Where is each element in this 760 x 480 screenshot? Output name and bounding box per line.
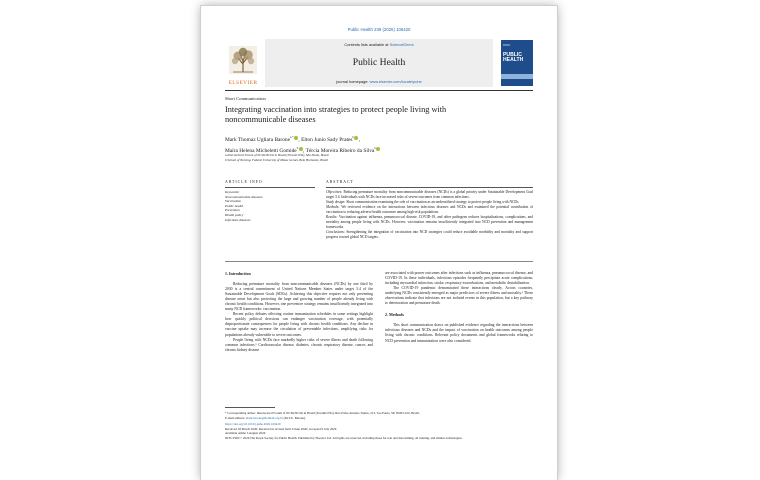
email-line — [225, 416, 533, 421]
elsevier-wordmark: ELSEVIER — [228, 80, 258, 86]
abstract-results — [326, 215, 533, 230]
article-info-rule — [225, 187, 315, 188]
body-paragraph: Reducing premature mortality from noncommunicable diseases (NCDs) by one third by 2030 is a central commitment of United Nations Member States under target 3.4 of the Sustainable Development Goals (SDGs). Achieving this objective requires not only preventing disease onset but also protecting the large and growing number of people already living with chronic health conditions. However, one preventive strategy remains insufficiently integrated into many NCD frameworks: vaccination. — [225, 282, 373, 312]
keywords-label: Keywords: — [225, 190, 240, 194]
author-line-1: Mark Thomaz Ugliara Barone$^{a,*}$ , Elton Junio Sady Prates$^b$ , — [225, 135, 361, 143]
author-affil-marker: a,* — [290, 135, 294, 139]
email-prefix: E-mail address: — [225, 415, 246, 420]
available-online: Available online 3 August 2026 — [225, 431, 266, 436]
author-name[interactable]: , Elton Junio Sady Prates — [298, 136, 353, 143]
author-name[interactable]: Mark Thomaz Ugliara Barone — [225, 136, 291, 143]
abstract-text: Reducing premature mortality from noncommunicable diseases (NCDs) is a global priority under Sustainable Development Goal target 3.4. Individuals with NCDs face increased risks of severe outcomes from common infections. — [326, 190, 533, 199]
author-affil-marker: b — [296, 146, 299, 151]
orcid-icon[interactable] — [296, 146, 303, 151]
journal-title: Public Health — [352, 57, 406, 68]
journal-reference[interactable]: Public Health 239 (2026) 106420 — [347, 27, 411, 32]
footnote-divider — [225, 407, 275, 408]
orcid-icon[interactable] — [354, 136, 358, 140]
keywords-box — [225, 190, 315, 222]
abstract-label: Conclusions: — [326, 229, 345, 234]
body-paragraph: Recent policy debates affecting routine immunization schedules in some settings highlight how quickly political decisions can endanger vaccination coverage, with potentially disproportionate consequences for people living with chronic health conditions. Any decline in vaccine uptake may increase the circulation of preventable infections, amplifying risks for populations already vulnerable to severe outcomes. — [225, 312, 373, 337]
article-page — [201, 6, 557, 480]
abstract-text: Vaccination against influenza, pneumococcal disease, COVID-19, and other pathogens reduces hospitalizations, complications, and mortality among people living with NCDs. However, vaccination remains insufficiently integrated into NCD prevention and management frameworks. — [326, 214, 533, 229]
header-divider — [225, 90, 533, 91]
cover-stripe — [501, 74, 533, 79]
abstract-text: We reviewed evidence on the interactions between infectious diseases and NCDs and examined the potential contribution of vaccination to reducing adverse health outcomes among high-risk populations. — [326, 204, 533, 214]
journal-header — [225, 39, 533, 87]
article-info-heading: ARTICLE INFO — [225, 180, 263, 184]
body-paragraph: This short communication draws on published evidence regarding the interactions between infectious diseases and NCDs and the impact of vaccination on health outcomes among people living with chronic conditions. Relevant policy documents and global frameworks relating to NCD prevention and immunization were also considered. — [385, 323, 533, 343]
copyright-notice: 0033-3506/© 2026 The Royal Society for Public Health. Published by Elsevier Ltd. All rights are reserved, including those for text and data mining, AI training, and similar technologies. — [225, 435, 463, 440]
orcid-icon[interactable] — [376, 147, 380, 151]
journal-cover-thumbnail — [501, 40, 533, 86]
keyword[interactable]: Health policy — [225, 212, 244, 217]
abstract-label: Objectives: — [326, 190, 343, 194]
cover-tag: RSPH — [503, 44, 511, 47]
keyword[interactable]: Vaccination — [225, 199, 242, 204]
journal-homepage-line — [265, 79, 493, 84]
email-suffix: (M.T.U. Barone). — [282, 415, 306, 420]
abstract-heading: ABSTRACT — [326, 180, 354, 184]
abstract-rule — [326, 187, 533, 188]
article-footer — [225, 411, 533, 441]
cover-title-line1: PUBLIC — [503, 52, 522, 58]
received-dates: Received 18 March 2026; Received in revised form 6 June 2026; Accepted 9 July 2026 — [225, 426, 337, 431]
author-name[interactable]: Maíra Helena Micheletti Gomide — [225, 148, 297, 155]
abstract-methods — [326, 205, 533, 215]
affiliations — [225, 153, 525, 162]
author-affil-marker: b — [352, 135, 354, 139]
sciencedirect-link[interactable]: ScienceDirect — [389, 42, 414, 47]
article-type: Short Communication — [225, 96, 266, 101]
body-paragraph: are associated with poorer outcomes after infections such as influenza, pneumococcal disease, and COVID-19. In these individuals, infectious episodes frequently precipitate acute complications, including myocardial infarction, stroke, respiratory exacerbations, and metabolic destabilization. — [385, 271, 533, 286]
contents-prefix: Contents lists available at — [344, 42, 390, 47]
abstract-body — [326, 190, 533, 240]
cover-title — [503, 53, 531, 64]
homepage-link[interactable]: www.elsevier.com/locate/puhe — [369, 79, 422, 84]
corresponding-author-note: * Corresponding author. Intersectoral Forum of NCDs/NCDs in Brazil (ForumCNTs), Rua Padre Antonio Tomas, 213, Sao Paulo, SP, 05003-010, Brazil. — [225, 411, 420, 415]
keyword[interactable]: Noncommunicable diseases — [225, 194, 263, 199]
section-heading-methods: 2. Methods — [385, 312, 404, 318]
abstract-label: Results: — [326, 214, 338, 219]
abstract-divider — [225, 261, 533, 262]
affiliation-b: b School of Nursing, Federal University of Minas Gerais, Belo Horizonte, Brazil — [225, 157, 329, 162]
keyword[interactable]: Public health — [225, 203, 244, 208]
cover-title-line2: HEALTH — [503, 57, 524, 64]
affiliation-a: a Intersectoral Forum of NCDs/NCDs in Brazil (ForumCNTs), São Paulo, Brazil — [225, 153, 329, 157]
abstract-text: Strengthening the integration of vaccination into NCD strategies could reduce avoidable morbidity and mortality and support progress toward global NCD targets. — [326, 229, 533, 239]
email-link[interactable]: mark.barone@hotmail.org.br — [245, 415, 283, 420]
body-paragraph: People living with NCDs face markedly higher risks of severe illness and death following common infections.¹ Cardiovascular disease, diabetes, chronic respiratory disease, cancer, and chronic kidney disease — [225, 337, 373, 352]
body-column-right — [385, 271, 533, 344]
contents-available-line — [265, 42, 493, 47]
section-heading-introduction: 1. Introduction — [225, 271, 251, 276]
article-title: Integrating vaccination into strategies to protect people living with noncommunicable diseases — [225, 105, 447, 125]
body-paragraph: The COVID-19 pandemic demonstrated these interactions clearly. Across countries, underlying NCDs consistently emerged as major predictors of severe illness and mortality.² These observations indicate that infections are not isolated events in this population, but a key pathway to deterioration and premature death. — [385, 286, 533, 306]
abstract-objectives — [326, 190, 533, 200]
abstract-label: Methods: — [326, 204, 340, 209]
abstract-label: Study design: — [326, 199, 346, 204]
abstract-text: Short communication examining the role of vaccination as an underutilized strategy to protect people living with NCDs. — [345, 199, 520, 204]
elsevier-tree-icon — [229, 46, 257, 74]
keyword[interactable]: Infectious diseases — [225, 217, 251, 222]
author-name[interactable]: , Tércia Moreira Ribeiro da Silva — [302, 148, 375, 155]
doi-link[interactable]: https://doi.org/10.1016/j.puhe.2026.106420 — [225, 422, 281, 427]
abstract-conclusions — [326, 230, 533, 240]
elsevier-logo — [225, 42, 261, 86]
journal-header-box — [265, 39, 493, 87]
keyword[interactable]: Prevention — [225, 208, 240, 213]
homepage-prefix: journal homepage: — [336, 79, 370, 84]
body-column-left — [225, 271, 373, 353]
author-affil-marker: b — [374, 146, 376, 151]
